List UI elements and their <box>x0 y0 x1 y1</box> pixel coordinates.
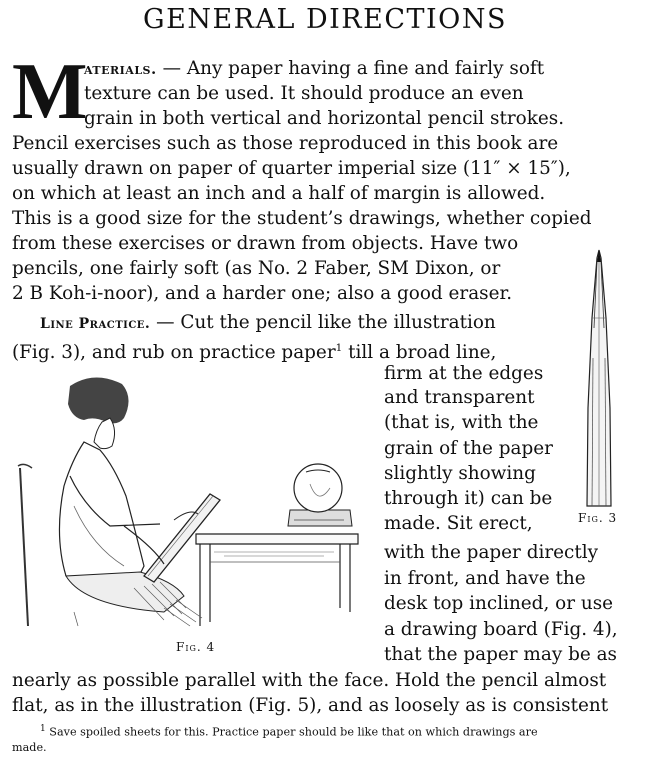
paragraph-line: from these exercises or drawn from objects. Have two <box>12 233 519 254</box>
line-text: (Fig. 3), and rub on practice paper <box>12 342 336 364</box>
footnote-text: Save spoiled sheets for this. Practice paper should be like that on which drawings are <box>45 725 538 739</box>
fig3-caption: Fig. 3 <box>578 511 618 525</box>
paragraph-line: a drawing board (Fig. 4), <box>384 619 618 640</box>
paragraph-line: through it) can be <box>384 488 553 509</box>
drop-cap: M <box>12 48 88 136</box>
paragraph-line: desk top inclined, or use <box>384 593 614 614</box>
figure-drawing-illustration <box>14 376 376 636</box>
fig4-caption: Fig. 4 <box>176 640 216 654</box>
paragraph-line <box>84 56 544 82</box>
footnote-reference: 1 <box>335 342 343 354</box>
footnote-line: made. <box>12 741 47 754</box>
paragraph-line: pencils, one fairly soft (as No. 2 Faber, SM Dixon, or <box>12 258 501 279</box>
paragraph-line: flat, as in the illustration (Fig. 5), and as loosely as is consistent <box>12 695 609 716</box>
pencil-illustration <box>570 248 630 510</box>
paragraph-line: grain in both vertical and horizontal pencil strokes. <box>84 108 565 129</box>
paragraph-line <box>40 310 496 337</box>
line-text: — Cut the pencil like the illustration <box>150 312 496 333</box>
paragraph-line: and transparent <box>384 387 535 408</box>
paragraph-line: 2 B Koh-i-noor), and a harder one; also a good eraser. <box>12 283 513 304</box>
paragraph-line: on which at least an inch and a half of margin is allowed. <box>12 183 546 204</box>
paragraph-line: This is a good size for the student’s drawings, whether copied <box>12 208 592 229</box>
paragraph-line: slightly showing <box>384 463 536 484</box>
footnote-line <box>40 724 538 739</box>
paragraph-line: in front, and have the <box>384 568 586 589</box>
page-title: GENERAL DIRECTIONS <box>143 4 507 35</box>
paragraph-line: Pencil exercises such as those reproduced in this book are <box>12 133 559 154</box>
paragraph-line: that the paper may be as <box>384 644 617 665</box>
paragraph-line: made. Sit erect, <box>384 513 533 534</box>
line-text: — Any paper having a fine and fairly soft <box>156 58 545 79</box>
paragraph-line: grain of the paper <box>384 438 553 459</box>
paragraph-line: firm at the edges <box>384 363 544 384</box>
paragraph-line: usually drawn on paper of quarter imperial size (11″ × 15″), <box>12 158 571 179</box>
paragraph-line: with the paper directly <box>384 542 598 563</box>
line-text: till a broad line, <box>342 342 497 364</box>
paragraph-line: texture can be used. It should produce an even <box>84 83 524 104</box>
materials-heading: aterials. <box>84 60 157 78</box>
line-practice-heading: Line Practice. <box>40 316 151 332</box>
paragraph-line: (that is, with the <box>384 412 539 433</box>
footnote-marker: 1 <box>40 724 46 734</box>
paragraph-line: nearly as possible parallel with the face. Hold the pencil almost <box>12 670 607 691</box>
